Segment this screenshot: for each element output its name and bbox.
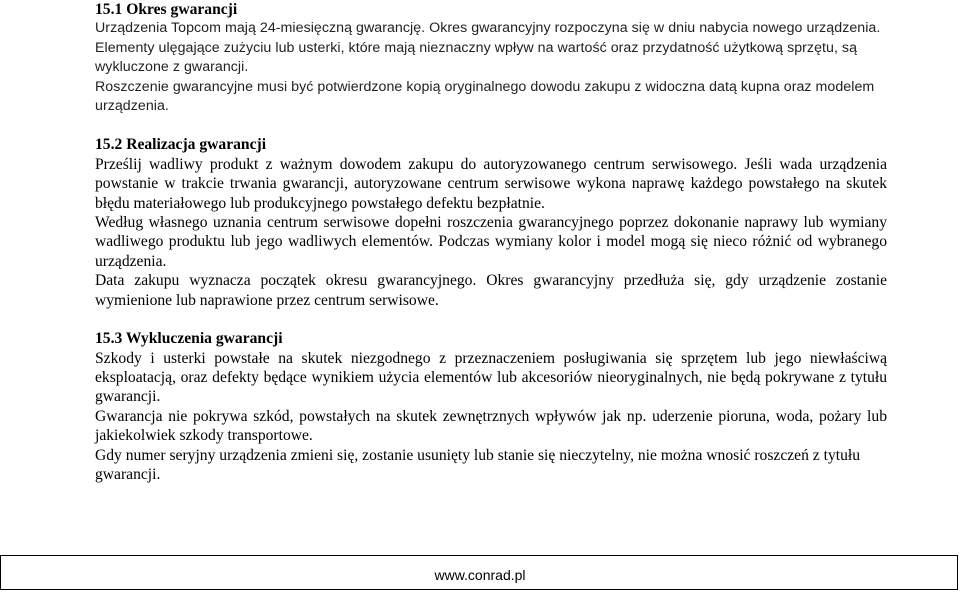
section-heading: 15.1 Okres gwarancji: [95, 1, 238, 18]
section-heading: 15.3 Wykluczenia gwarancji: [95, 330, 283, 348]
paragraph: Szkody i usterki powstałe na skutek niezgodnego z przeznaczeniem posługiwania się sprzętem lub jego niewłaściwą eksploatacją, oraz defekty będące wynikiem użycia elementów lub akcesoriów nieoryginalnych, nie będą pokrywane z tytułu gwarancji.: [95, 349, 887, 406]
paragraph: Według własnego uznania centrum serwisowe dopełni roszczenia gwarancyjnego poprzez dokonanie naprawy lub wymiany wadliwego produktu lub jego wadliwych elementów. Podczas wymiany kolor i model mogą się nieco różnić od wybranego urządzenia.: [95, 214, 887, 270]
section-warranty-period: [95, 0, 887, 116]
section-heading: 15.2 Realizacja gwarancji: [95, 136, 267, 154]
document-body: [95, 0, 887, 484]
footer-url: www.conrad.pl: [434, 567, 526, 583]
section-warranty-execution: [95, 135, 887, 310]
paragraph: Urządzenia Topcom mają 24-miesięczną gwarancję. Okres gwarancyjny rozpoczyna się w dniu nabycia nowego urządzenia. Elementy ulęgające zużyciu lub usterki, które mają nieznaczny wpływ na wartość oraz przydatność użytkową sprzętu, są wykluczone z gwarancji.: [95, 20, 881, 76]
spacer: [95, 116, 887, 135]
section-warranty-exclusions: [95, 329, 887, 484]
paragraph: Gwarancja nie pokrywa szkód, powstałych na skutek zewnętrznych wpływów jak np. uderzenie pioruna, woda, pożary lub jakiekolwiek szkody transportowe.: [95, 407, 887, 445]
paragraph: Prześlij wadliwy produkt z ważnym dowodem zakupu do autoryzowanego centrum serwisowego. Jeśli wada urządzenia powstanie w trakcie trwania gwarancji, autoryzowane centrum serwisowe wykona naprawę każdego powstałego na skutek błędu materiałowego lub produkcyjnego powstałego defektu bezpłatnie.: [95, 155, 887, 212]
paragraph: Gdy numer seryjny urządzenia zmieni się, zostanie usunięty lub stanie się nieczytelny, nie można wnosić roszczeń z tytułu gwarancji.: [95, 446, 860, 483]
paragraph: Data zakupu wyznacza początek okresu gwarancyjnego. Okres gwarancyjny przedłuża się, gdy urządzenie zostanie wymienione lub naprawione przez centrum serwisowe.: [95, 272, 887, 309]
paragraph: Roszczenie gwarancyjne musi być potwierdzone kopią oryginalnego dowodu zakupu z widoczna datą kupna oraz modelem urządzenia.: [95, 78, 875, 115]
spacer: [95, 310, 887, 329]
